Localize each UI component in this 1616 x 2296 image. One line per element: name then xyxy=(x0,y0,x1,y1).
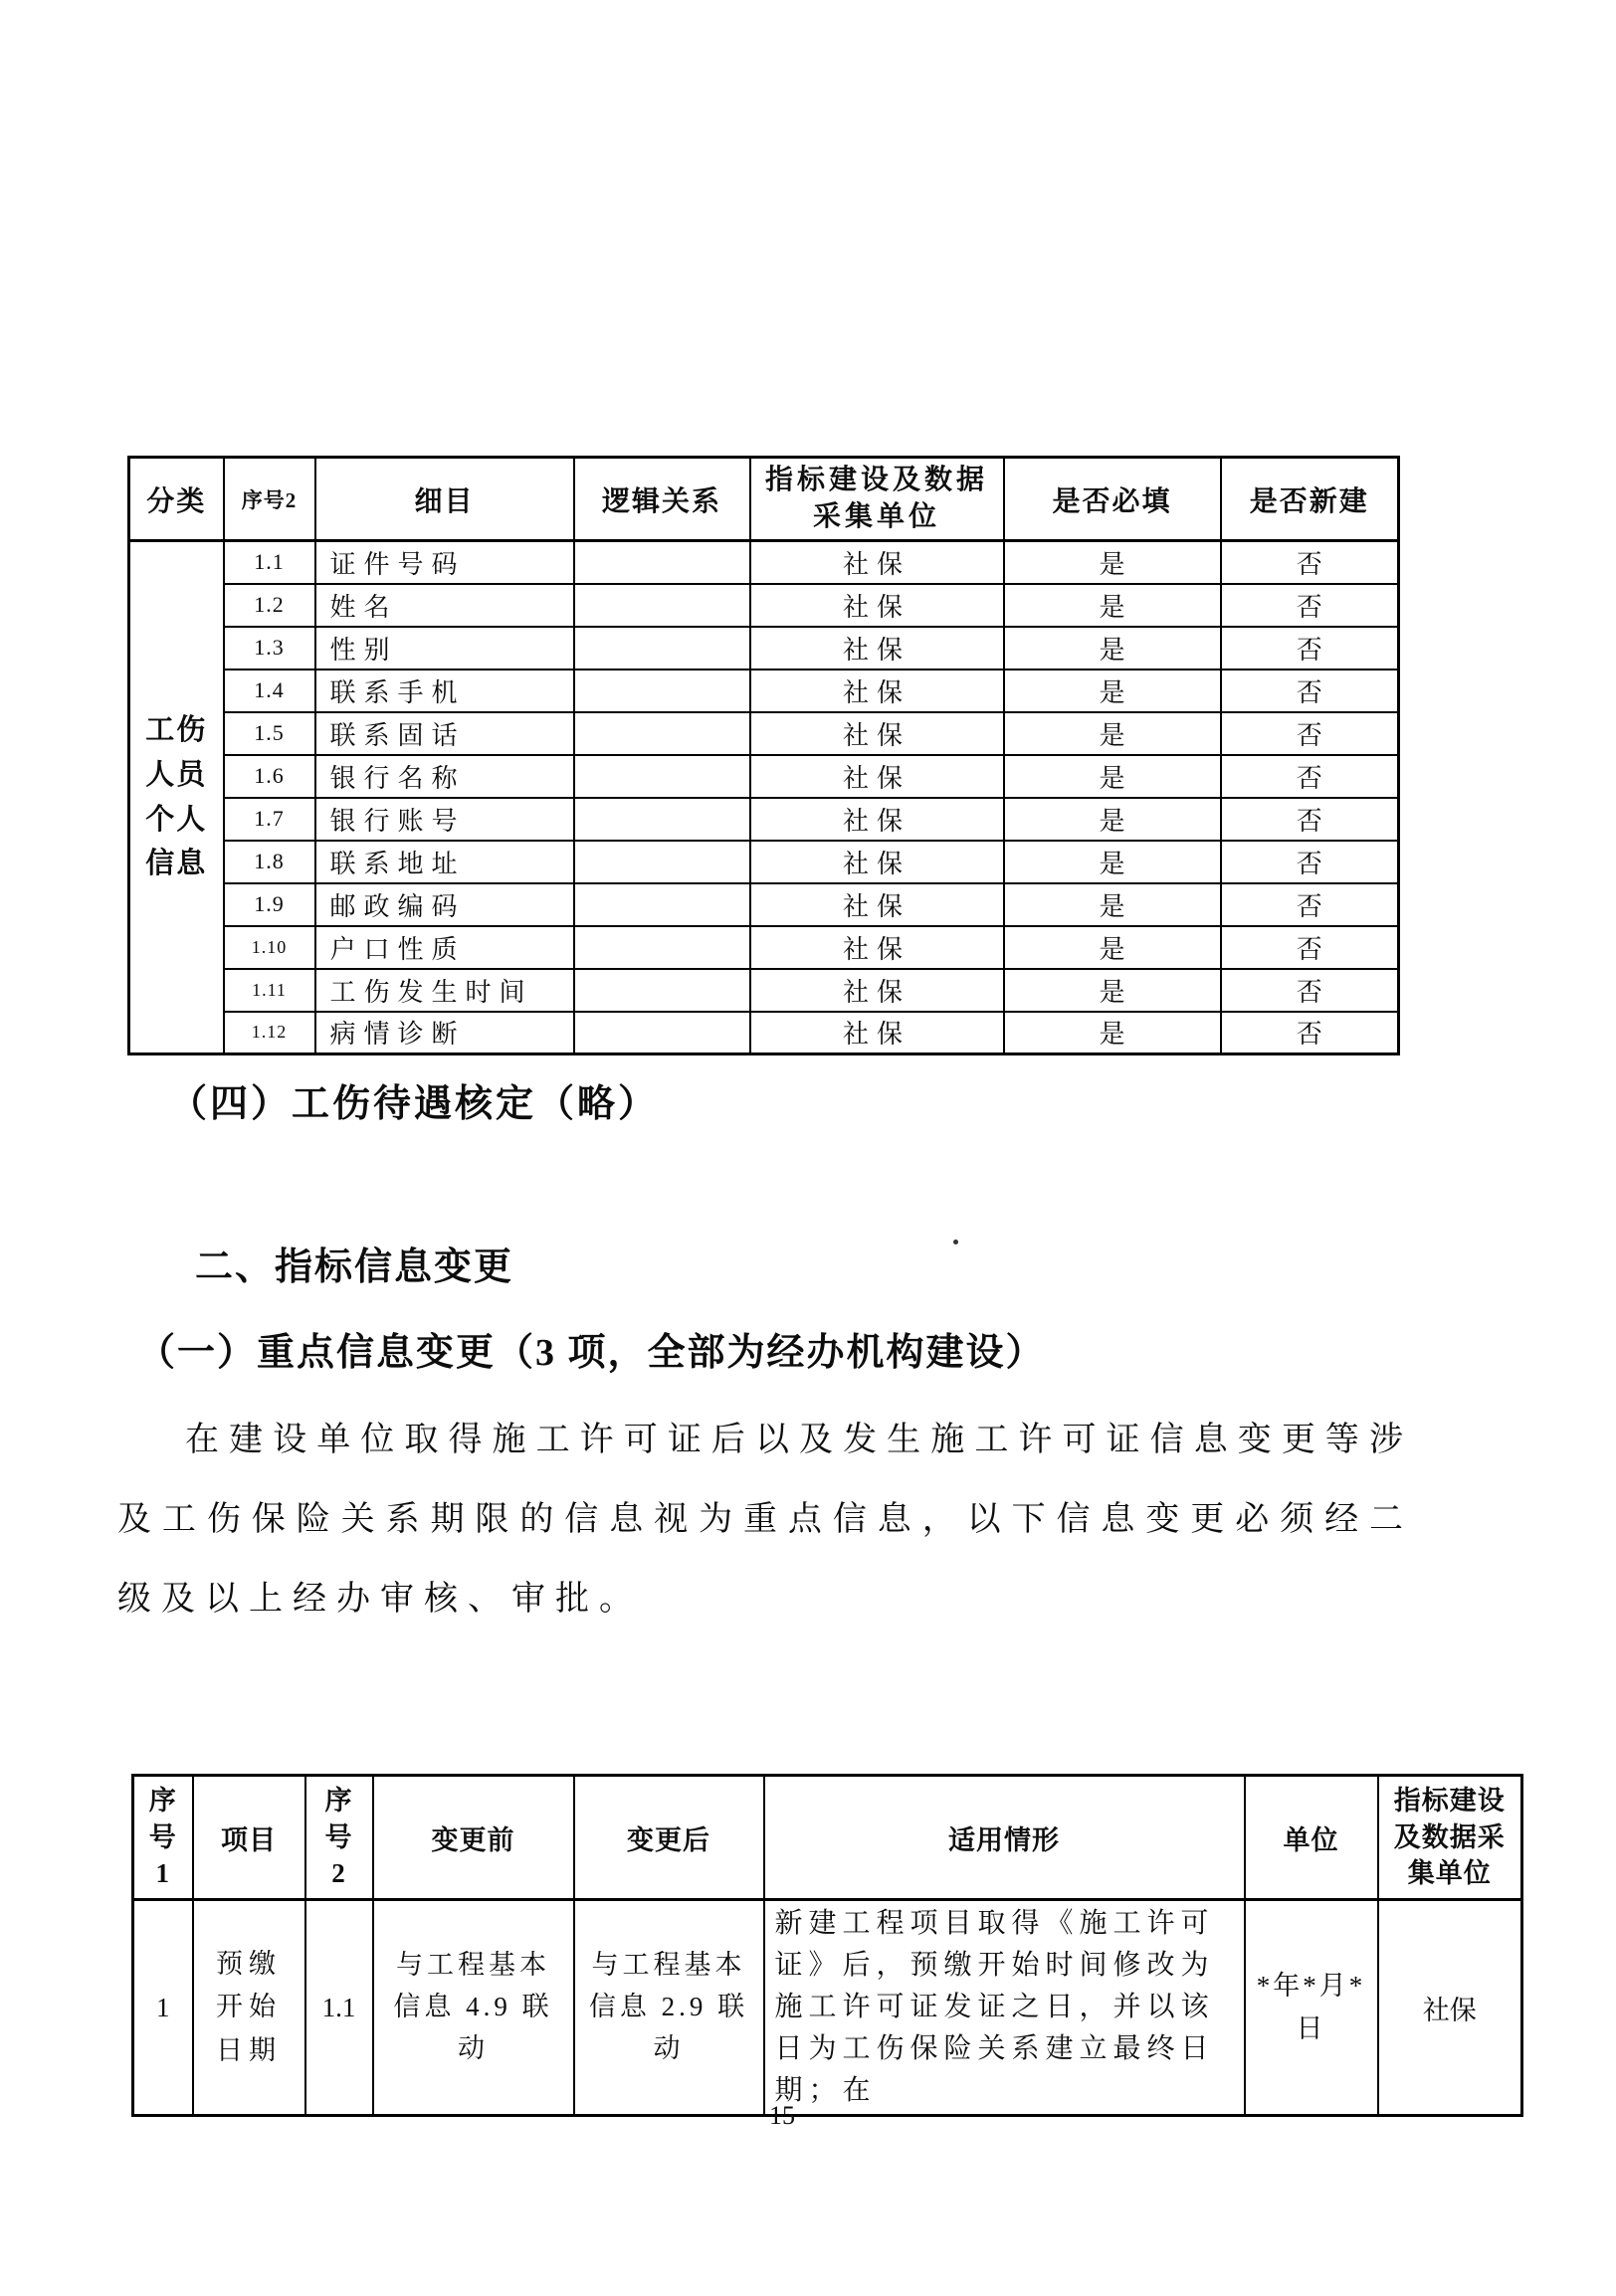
table2-header-no1-text: 序号1 xyxy=(148,1786,177,1889)
row-new-cell: 否 xyxy=(1221,969,1399,1012)
row-new-cell: 否 xyxy=(1221,841,1399,883)
row-item-cell: 姓名 xyxy=(315,584,574,627)
row-required-cell: 是 xyxy=(1004,1012,1221,1054)
row-agency-cell: 社保 xyxy=(750,627,1004,670)
table2-header-row xyxy=(133,1776,1522,1900)
row-no1-cell: 1 xyxy=(133,1900,193,2116)
table2-header-before: 变更前 xyxy=(373,1776,574,1900)
row-unit-cell: *年*月*日 xyxy=(1245,1900,1378,2116)
row-logic-cell xyxy=(574,883,750,926)
row-no-cell: 1.9 xyxy=(224,883,315,926)
row-new-cell: 否 xyxy=(1221,584,1399,627)
subsection-heading-one: （一）重点信息变更（3 项，全部为经办机构建设） xyxy=(137,1332,1046,1374)
table-row xyxy=(129,670,1399,712)
table2-header-after: 变更后 xyxy=(574,1776,764,1900)
row-required-cell: 是 xyxy=(1004,969,1221,1012)
row-logic-cell xyxy=(574,969,750,1012)
page-number: 15 xyxy=(769,2101,795,2130)
table2-header-item: 项目 xyxy=(193,1776,305,1900)
row-item-cell: 证件号码 xyxy=(315,541,574,584)
row-new-cell: 否 xyxy=(1221,627,1399,670)
row-new-cell: 否 xyxy=(1221,883,1399,926)
row-no-cell: 1.3 xyxy=(224,627,315,670)
row-agency-cell: 社保 xyxy=(750,969,1004,1012)
row-required-cell: 是 xyxy=(1004,712,1221,755)
row-no-cell: 1.5 xyxy=(224,712,315,755)
row-no-cell: 1.8 xyxy=(224,841,315,883)
table-row xyxy=(129,841,1399,883)
category-label: 工伤人员个人信息 xyxy=(145,713,208,880)
row-item-cell xyxy=(193,1900,305,2116)
injury-personal-info-table xyxy=(127,456,1400,1055)
row-scenario-cell: 新建工程项目取得《施工许可证》后，预缴开始时间修改为施工许可证发证之日，并以该日为工伤保险关系建立最终日期；在 xyxy=(764,1900,1245,2116)
row-new-cell: 否 xyxy=(1221,541,1399,584)
row-logic-cell xyxy=(574,627,750,670)
row-item-cell: 性别 xyxy=(315,627,574,670)
row-before-cell: 与工程基本信息 4.9 联动 xyxy=(373,1900,574,2116)
row-no-cell: 1.10 xyxy=(224,926,315,969)
table-row xyxy=(129,883,1399,926)
table1-header-logic: 逻辑关系 xyxy=(574,458,750,541)
row-new-cell: 否 xyxy=(1221,755,1399,798)
row-item-cell: 户口性质 xyxy=(315,926,574,969)
row-item-text: 预缴开始日期 xyxy=(216,1949,282,2065)
row-no-cell: 1.4 xyxy=(224,670,315,712)
row-logic-cell xyxy=(574,1012,750,1054)
row-no-cell: 1.11 xyxy=(224,969,315,1012)
row-agency-cell: 社保 xyxy=(750,541,1004,584)
table2-header-scenario: 适用情形 xyxy=(764,1776,1245,1900)
row-no-cell: 1.1 xyxy=(224,541,315,584)
row-logic-cell xyxy=(574,712,750,755)
table2-header-no2-text: 序号2 xyxy=(324,1786,353,1889)
row-no-cell: 1.6 xyxy=(224,755,315,798)
table-row xyxy=(129,926,1399,969)
row-logic-cell xyxy=(574,584,750,627)
row-agency-cell: 社保 xyxy=(750,670,1004,712)
row-after-cell: 与工程基本信息 2.9 联动 xyxy=(574,1900,764,2116)
row-logic-cell xyxy=(574,798,750,841)
row-required-cell: 是 xyxy=(1004,755,1221,798)
row-item-cell: 病情诊断 xyxy=(315,1012,574,1054)
row-item-cell: 联系地址 xyxy=(315,841,574,883)
row-no-cell: 1.7 xyxy=(224,798,315,841)
row-no2-cell: 1.1 xyxy=(305,1900,373,2116)
row-agency-cell: 社保 xyxy=(750,883,1004,926)
row-logic-cell xyxy=(574,755,750,798)
table1-header-required: 是否必填 xyxy=(1004,458,1221,541)
section-heading-four: （四）工伤待遇核定（略） xyxy=(169,1083,660,1125)
table1-header-category: 分类 xyxy=(129,458,224,541)
table-row xyxy=(129,798,1399,841)
table-row xyxy=(129,541,1399,584)
key-info-change-table xyxy=(131,1774,1523,2117)
row-logic-cell xyxy=(574,926,750,969)
row-agency-cell: 社保 xyxy=(1378,1900,1522,2116)
table-row xyxy=(129,627,1399,670)
row-required-cell: 是 xyxy=(1004,584,1221,627)
table-row xyxy=(129,969,1399,1012)
table-row xyxy=(129,712,1399,755)
table-row xyxy=(129,584,1399,627)
row-logic-cell xyxy=(574,670,750,712)
row-item-cell: 邮政编码 xyxy=(315,883,574,926)
row-item-cell: 银行名称 xyxy=(315,755,574,798)
table2-header-agency-text: 指标建设及数据采集单位 xyxy=(1393,1786,1506,1889)
row-item-cell: 银行账号 xyxy=(315,798,574,841)
row-required-cell: 是 xyxy=(1004,926,1221,969)
row-new-cell: 否 xyxy=(1221,926,1399,969)
table2-header-no1 xyxy=(133,1776,193,1900)
table-row xyxy=(133,1900,1522,2116)
row-agency-cell: 社保 xyxy=(750,584,1004,627)
row-required-cell: 是 xyxy=(1004,841,1221,883)
row-logic-cell xyxy=(574,841,750,883)
body-paragraph: 在建设单位取得施工许可证后以及发生施工许可证信息变更等涉及工伤保险关系期限的信息视为重点信息，以下信息变更必须经二级及以上经办审核、审批。 xyxy=(117,1422,1413,1618)
row-required-cell: 是 xyxy=(1004,541,1221,584)
row-required-cell: 是 xyxy=(1004,798,1221,841)
table2-header-unit: 单位 xyxy=(1245,1776,1378,1900)
table1-header-item: 细目 xyxy=(315,458,574,541)
row-item-cell: 联系固话 xyxy=(315,712,574,755)
table1-header-row xyxy=(129,458,1399,541)
row-required-cell: 是 xyxy=(1004,627,1221,670)
row-agency-cell: 社保 xyxy=(750,926,1004,969)
row-agency-cell: 社保 xyxy=(750,798,1004,841)
table1-header-no: 序号2 xyxy=(224,458,315,541)
row-agency-cell: 社保 xyxy=(750,841,1004,883)
row-new-cell: 否 xyxy=(1221,1012,1399,1054)
row-no-cell: 1.12 xyxy=(224,1012,315,1054)
table2-header-agency xyxy=(1378,1776,1522,1900)
table1-header-agency xyxy=(750,458,1004,541)
table-row xyxy=(129,755,1399,798)
row-item-cell: 联系手机 xyxy=(315,670,574,712)
table1-header-new: 是否新建 xyxy=(1221,458,1399,541)
row-new-cell: 否 xyxy=(1221,712,1399,755)
row-new-cell: 否 xyxy=(1221,798,1399,841)
scan-speck xyxy=(953,1240,958,1244)
row-required-cell: 是 xyxy=(1004,883,1221,926)
row-new-cell: 否 xyxy=(1221,670,1399,712)
row-agency-cell: 社保 xyxy=(750,712,1004,755)
row-item-cell: 工伤发生时间 xyxy=(315,969,574,1012)
row-no-cell: 1.2 xyxy=(224,584,315,627)
row-logic-cell xyxy=(574,541,750,584)
row-required-cell: 是 xyxy=(1004,670,1221,712)
table-row xyxy=(129,1012,1399,1054)
row-agency-cell: 社保 xyxy=(750,1012,1004,1054)
table2-header-no2 xyxy=(305,1776,373,1900)
row-agency-cell: 社保 xyxy=(750,755,1004,798)
section-heading-two: 二、指标信息变更 xyxy=(195,1246,514,1288)
category-cell xyxy=(129,541,224,1054)
table1-header-agency-text: 指标建设及数据采集单位 xyxy=(764,465,988,532)
